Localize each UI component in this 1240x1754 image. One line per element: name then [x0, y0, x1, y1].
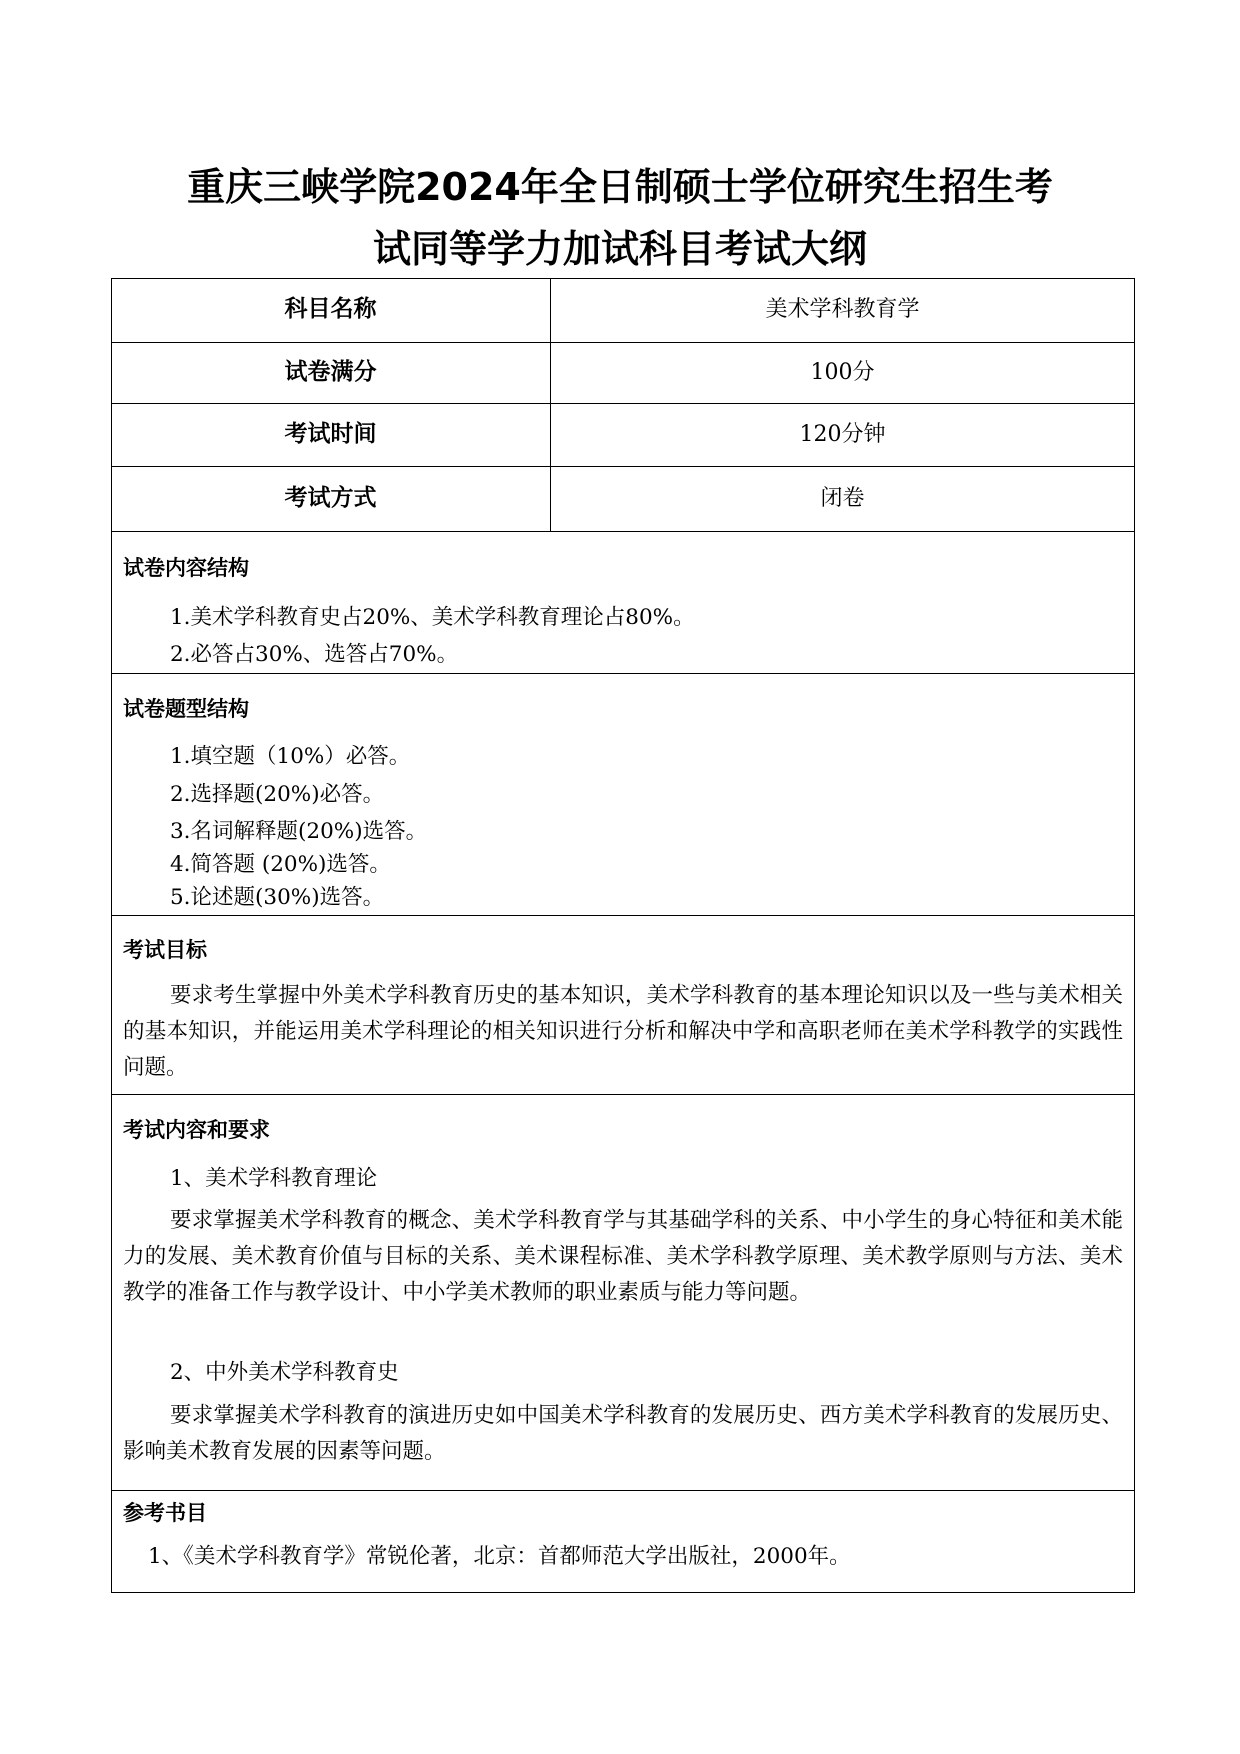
document-title-line2: 试同等学力加试科目考试大纲	[372, 227, 867, 271]
exam-mode-value: 闭卷	[820, 486, 865, 511]
question-structure-item: 2.选择题(20%)必答。	[170, 782, 385, 807]
section-divider	[111, 673, 1135, 674]
subject-name-label: 科目名称	[284, 296, 377, 322]
exam-content-part2-title: 2、中外美术学科教育史	[170, 1360, 399, 1385]
outline-table	[111, 278, 1135, 1593]
question-structure-heading: 试卷题型结构	[123, 697, 249, 721]
subject-name-value: 美术学科教育学	[765, 297, 920, 322]
references-heading: 参考书目	[123, 1501, 207, 1525]
section-divider	[111, 1490, 1135, 1491]
exam-time-label: 考试时间	[284, 421, 377, 447]
question-structure-item: 1.填空题（10%）必答。	[170, 744, 411, 769]
document-title-line1: 重庆三峡学院2024年全日制硕士学位研究生招生考	[187, 165, 1053, 209]
table-divider	[111, 342, 1135, 343]
table-divider	[111, 531, 1135, 532]
exam-content-part1-title: 1、美术学科教育理论	[170, 1166, 378, 1191]
exam-content-part2-paragraph: 要求掌握美术学科教育的演进历史如中国美术学科教育的发展历史、西方美术学科教育的发展历史、影响美术教育发展的因素等问题。	[123, 1403, 1123, 1464]
question-structure-item: 4.简答题 (20%)选答。	[170, 852, 391, 877]
question-structure-item: 3.名词解释题(20%)选答。	[170, 819, 428, 844]
content-structure-item: 1.美术学科教育史占20%、美术学科教育理论占80%。	[170, 605, 695, 630]
exam-mode-label: 考试方式	[284, 485, 377, 511]
exam-content-heading: 考试内容和要求	[123, 1118, 270, 1142]
exam-goal-paragraph: 要求考生掌握中外美术学科教育历史的基本知识，美术学科教育的基本理论知识以及一些与美术相关的基本知识，并能运用美术学科理论的相关知识进行分析和解决中学和高职老师在美术学科教学的实践性问题。	[123, 983, 1123, 1080]
exam-time-value: 120分钟	[799, 422, 886, 447]
reference-item: 1、《美术学科教育学》常锐伦著，北京：首都师范大学出版社，2000年。	[148, 1544, 851, 1569]
content-structure-item: 2.必答占30%、选答占70%。	[170, 642, 459, 667]
section-divider	[111, 1094, 1135, 1095]
content-structure-heading: 试卷内容结构	[123, 556, 249, 580]
table-divider	[111, 466, 1135, 467]
full-score-label: 试卷满分	[284, 359, 377, 385]
exam-goal-heading: 考试目标	[123, 938, 207, 962]
question-structure-item: 5.论述题(30%)选答。	[170, 885, 385, 910]
table-divider	[111, 403, 1135, 404]
section-divider	[111, 915, 1135, 916]
full-score-value: 100分	[810, 360, 875, 385]
exam-content-part1-paragraph: 要求掌握美术学科教育的概念、美术学科教育学与其基础学科的关系、中小学生的身心特征和美术能力的发展、美术教育价值与目标的关系、美术课程标准、美术学科教学原理、美术教学原则与方法、美术教学的准备工作与教学设计、中小学美术教师的职业素质与能力等问题。	[123, 1208, 1123, 1305]
